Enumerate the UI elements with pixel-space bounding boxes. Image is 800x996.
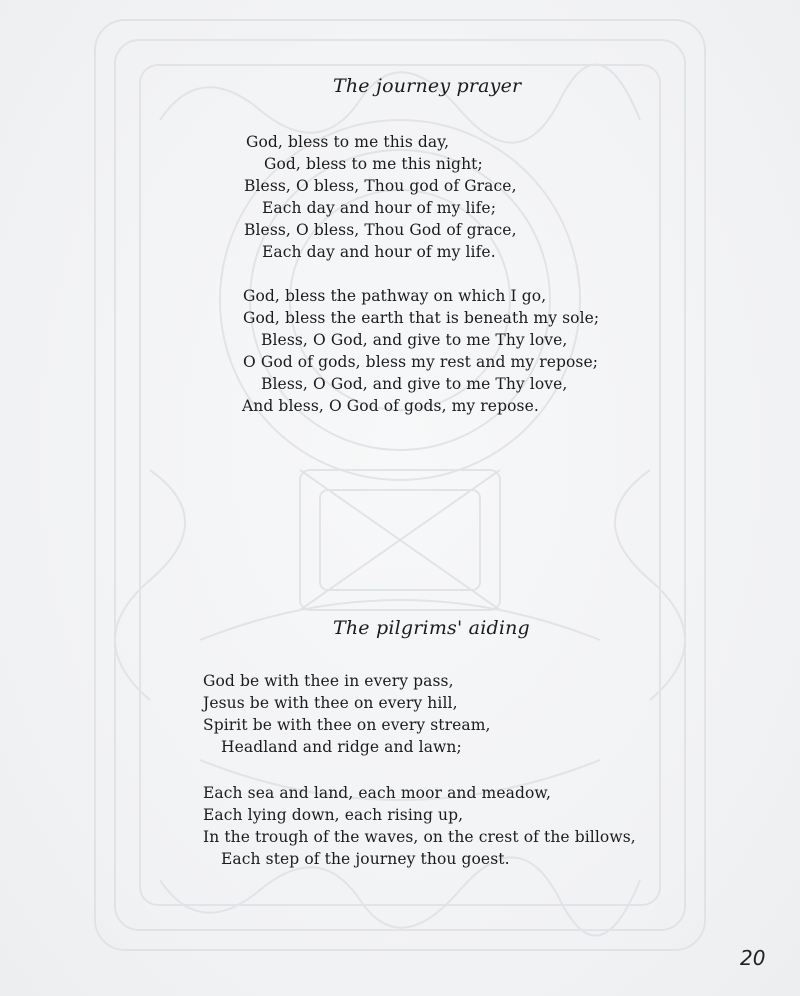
poem-line: God be with thee in every pass,	[203, 672, 454, 690]
poem-line: Each day and hour of my life.	[262, 243, 496, 261]
poem-line: O God of gods, bless my rest and my repose;	[243, 353, 599, 371]
poem-line: God, bless the pathway on which I go,	[243, 287, 547, 305]
poem-line: In the trough of the waves, on the crest of the billows,	[203, 828, 636, 846]
poem-title: The pilgrims' aiding	[333, 617, 530, 639]
poem-line: God, bless to me this day,	[246, 133, 450, 151]
poem-line: Headland and ridge and lawn;	[221, 738, 462, 756]
poem-line: Spirit be with thee on every stream,	[203, 716, 491, 734]
poem-line: Bless, O God, and give to me Thy love,	[261, 375, 568, 393]
poem-line: Bless, O bless, Thou God of grace,	[244, 221, 517, 239]
poem-line: Each lying down, each rising up,	[203, 806, 464, 824]
poem-line: God, bless the earth that is beneath my sole;	[243, 309, 600, 327]
poem-line: And bless, O God of gods, my repose.	[242, 397, 539, 415]
poem-line: Bless, O bless, Thou god of Grace,	[244, 177, 517, 195]
poem-title: The journey prayer	[333, 75, 522, 97]
poem-line: God, bless to me this night;	[264, 155, 483, 173]
poem-line: Jesus be with thee on every hill,	[203, 694, 458, 712]
poem-line: Bless, O God, and give to me Thy love,	[261, 331, 568, 349]
poem-line: Each day and hour of my life;	[262, 199, 497, 217]
page-number: 20	[740, 946, 766, 970]
poem-line: Each sea and land, each moor and meadow,	[203, 784, 551, 802]
poem-line: Each step of the journey thou goest.	[221, 850, 510, 868]
